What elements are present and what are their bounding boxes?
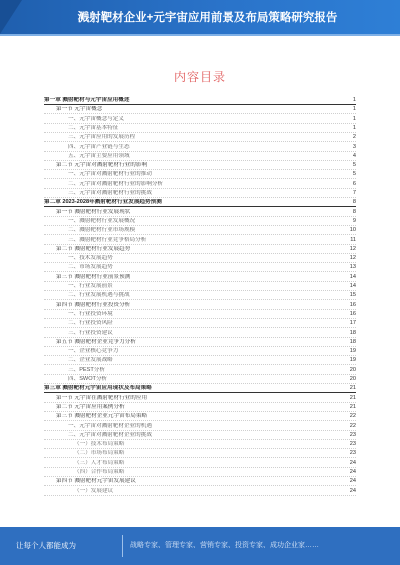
- toc-entry[interactable]: [44, 310, 356, 319]
- toc-entry-page: 16: [340, 302, 356, 309]
- toc-entry[interactable]: [44, 180, 356, 189]
- toc-entry[interactable]: [44, 329, 356, 338]
- toc-entry[interactable]: [44, 105, 356, 114]
- toc-entry-page: 12: [340, 255, 356, 262]
- toc-entry-page: 23: [340, 432, 356, 439]
- footer-divider: [122, 535, 123, 557]
- toc-entry-title: 一、元宇宙概念与定义: [44, 116, 126, 123]
- toc-entry[interactable]: [44, 403, 356, 412]
- report-title: 溅射靶材企业+元宇宙应用前景及布局策略研究报告: [77, 12, 338, 24]
- toc-entry-title: 第三节 溅射靶材企业元宇宙布局策略: [44, 413, 149, 420]
- toc-entry[interactable]: [44, 273, 356, 282]
- toc-entry-page: 8: [340, 209, 356, 216]
- toc-entry[interactable]: [44, 263, 356, 272]
- toc-entry[interactable]: [44, 189, 356, 198]
- toc-entry-title: 第二节 元宇宙对溅射靶材行业的影响: [44, 162, 149, 169]
- toc-entry[interactable]: [44, 198, 356, 207]
- toc-entry-page: 13: [340, 264, 356, 271]
- toc-entry[interactable]: [44, 356, 356, 365]
- toc-entry-page: 1: [340, 125, 356, 132]
- toc-entry-title: （三）人才布局策略: [44, 460, 126, 467]
- toc-entry-title: 第二节 元宇宙应用案例分析: [44, 404, 127, 411]
- toc-entry-title: 第一节 元宇宙在溅射靶材行业的应用: [44, 395, 149, 402]
- toc-entry-title: 一、行业投资环境: [44, 311, 115, 318]
- toc-entry-title: 二、市场发展趋势: [44, 264, 115, 271]
- toc-entry[interactable]: [44, 291, 356, 300]
- toc-entry[interactable]: [44, 338, 356, 347]
- toc-entry-page: 19: [340, 348, 356, 355]
- table-of-contents: [44, 96, 356, 501]
- toc-entry[interactable]: [44, 226, 356, 235]
- toc-entry-title: （四）合作布局策略: [44, 469, 126, 476]
- toc-entry-title: 二、元宇宙基本特征: [44, 125, 120, 132]
- toc-entry-page: 2: [340, 134, 356, 141]
- toc-entry-title: 第一节 元宇宙概念: [44, 106, 104, 113]
- toc-entry-title: 五、元宇宙主要应用领域: [44, 153, 132, 160]
- toc-entry-title: 第三节 溅射靶材行业前景预测: [44, 274, 132, 281]
- toc-entry-page: 14: [340, 283, 356, 290]
- toc-entry-title: 四、元宇宙产业链与生态: [44, 144, 132, 151]
- toc-entry-title: 一、元宇宙对溅射靶材行业的推动: [44, 171, 154, 178]
- toc-entry-page: 22: [340, 423, 356, 430]
- toc-entry[interactable]: [44, 459, 356, 468]
- toc-entry[interactable]: [44, 115, 356, 124]
- toc-entry[interactable]: [44, 319, 356, 328]
- toc-entry-page: 19: [340, 357, 356, 364]
- toc-entry-title: （二）市场布局策略: [44, 450, 126, 457]
- toc-entry-title: （一）技术布局策略: [44, 441, 126, 448]
- toc-entry[interactable]: [44, 301, 356, 310]
- toc-entry-title: 第一章 溅射靶材与元宇宙应用概述: [44, 97, 130, 103]
- toc-entry-page: 24: [340, 469, 356, 476]
- toc-entry-title: 二、企业发展战略: [44, 357, 115, 364]
- toc-entry[interactable]: [44, 282, 356, 291]
- toc-entry-page: 6: [340, 181, 356, 188]
- toc-entry[interactable]: [44, 431, 356, 440]
- toc-entry-page: 20: [340, 376, 356, 383]
- toc-entry[interactable]: [44, 96, 356, 105]
- toc-entry-title: （一）发展建议: [44, 488, 115, 495]
- toc-entry-title: 第一节 溅射靶材行业发展现状: [44, 209, 132, 216]
- toc-entry-page: 5: [340, 171, 356, 178]
- toc-entry-page: 11: [340, 237, 356, 244]
- toc-entry-page: 21: [340, 404, 356, 411]
- toc-entry-page: 1: [340, 97, 356, 104]
- toc-entry-page: 21: [340, 385, 356, 392]
- toc-entry-title: 一、技术发展趋势: [44, 255, 115, 262]
- toc-entry[interactable]: [44, 422, 356, 431]
- toc-entry[interactable]: [44, 245, 356, 254]
- toc-entry-title: 二、行业发展机遇与挑战: [44, 292, 132, 299]
- toc-entry[interactable]: [44, 124, 356, 133]
- toc-entry-title: 三、元宇宙应用的发展历程: [44, 134, 137, 141]
- toc-entry[interactable]: [44, 440, 356, 449]
- toc-entry[interactable]: [44, 487, 356, 496]
- toc-entry-page: 16: [340, 311, 356, 318]
- toc-entry-title: 三、元宇宙对溅射靶材行业的挑战: [44, 190, 154, 197]
- toc-entry-title: 第二节 溅射靶材行业发展趋势: [44, 246, 132, 253]
- toc-entry-page: 12: [340, 246, 356, 253]
- toc-entry[interactable]: [44, 217, 356, 226]
- toc-entry-title: 第三章 溅射靶材元宇宙应用现状及布局策略: [44, 385, 152, 392]
- toc-heading: 内容目录: [173, 70, 226, 84]
- toc-entry-page: 20: [340, 367, 356, 374]
- toc-entry-page: 1: [340, 116, 356, 123]
- toc-entry[interactable]: [44, 449, 356, 458]
- toc-entry[interactable]: [44, 143, 356, 152]
- toc-entry-page: 1: [340, 106, 356, 113]
- toc-entry-page: 18: [340, 330, 356, 337]
- toc-entry[interactable]: [44, 170, 356, 179]
- toc-entry-page: 7: [340, 190, 356, 197]
- footer-slogan: 让每个人都能成为: [16, 541, 76, 550]
- toc-entry-page: 4: [340, 153, 356, 160]
- toc-entry-title: 三、行业投资建议: [44, 330, 115, 337]
- toc-entry-title: 四、SWOT分析: [44, 376, 109, 383]
- toc-entry-page: 8: [340, 199, 356, 206]
- footer-tagline: 战略专家、管理专家、营销专家、投资专家、成功企业家……: [130, 542, 319, 549]
- toc-entry-page: 24: [340, 488, 356, 495]
- toc-entry-title: 三、溅射靶材行业竞争格局分析: [44, 237, 148, 244]
- toc-entry-title: 第五节 溅射靶材企业竞争力分析: [44, 339, 138, 346]
- toc-entry[interactable]: [44, 152, 356, 161]
- toc-entry[interactable]: [44, 133, 356, 142]
- toc-entry-page: 14: [340, 274, 356, 281]
- toc-entry-page: 5: [340, 162, 356, 169]
- toc-entry-title: 一、行业发展前景: [44, 283, 115, 290]
- toc-entry-page: 23: [340, 441, 356, 448]
- toc-entry[interactable]: [44, 394, 356, 403]
- toc-entry-title: 第二章 2023-2028年溅射靶材行业发展趋势预测: [44, 199, 162, 206]
- header-divider: [0, 34, 400, 36]
- header-corner-decoration: [0, 0, 22, 34]
- toc-entry-page: 18: [340, 339, 356, 346]
- toc-entry[interactable]: [44, 366, 356, 375]
- toc-entry-page: 24: [340, 460, 356, 467]
- toc-entry-title: 二、行业投资风险: [44, 320, 115, 327]
- toc-entry-page: 23: [340, 450, 356, 457]
- toc-entry[interactable]: [44, 375, 356, 384]
- toc-entry-title: 二、元宇宙对溅射靶材企业的挑战: [44, 432, 154, 439]
- toc-entry-title: 一、企业核心竞争力: [44, 348, 120, 355]
- toc-entry[interactable]: [44, 477, 356, 486]
- toc-entry-page: 3: [340, 144, 356, 151]
- toc-entry-title: 第四节 溅射靶材行业投资分析: [44, 302, 132, 309]
- toc-entry-title: 一、溅射靶材行业发展概况: [44, 218, 137, 225]
- toc-entry-page: 21: [340, 395, 356, 402]
- toc-entry-page: 10: [340, 227, 356, 234]
- toc-entry-page: 15: [340, 292, 356, 299]
- toc-entry-page: 24: [340, 478, 356, 485]
- toc-entry[interactable]: [44, 161, 356, 170]
- toc-entry-title: 三、PEST分析: [44, 367, 107, 374]
- toc-entry[interactable]: [44, 254, 356, 263]
- footer-bar: [0, 527, 400, 565]
- toc-entry[interactable]: [44, 468, 356, 477]
- toc-entry-title: 第四节 溅射靶材元宇宙发展建议: [44, 478, 138, 485]
- toc-entry-page: 17: [340, 320, 356, 327]
- toc-entry-title: 二、元宇宙对溅射靶材行业的影响分析: [44, 181, 165, 188]
- toc-entry[interactable]: [44, 236, 356, 245]
- toc-entry[interactable]: [44, 412, 356, 421]
- toc-entry[interactable]: [44, 384, 356, 393]
- toc-entry[interactable]: [44, 347, 356, 356]
- toc-entry-title: 二、溅射靶材行业市场规模: [44, 227, 137, 234]
- toc-entry[interactable]: [44, 208, 356, 217]
- header-bar: [0, 0, 400, 34]
- toc-entry-title: 一、元宇宙对溅射靶材企业的机遇: [44, 423, 154, 430]
- toc-entry-page: 22: [340, 413, 356, 420]
- toc-entry-page: 9: [340, 218, 356, 225]
